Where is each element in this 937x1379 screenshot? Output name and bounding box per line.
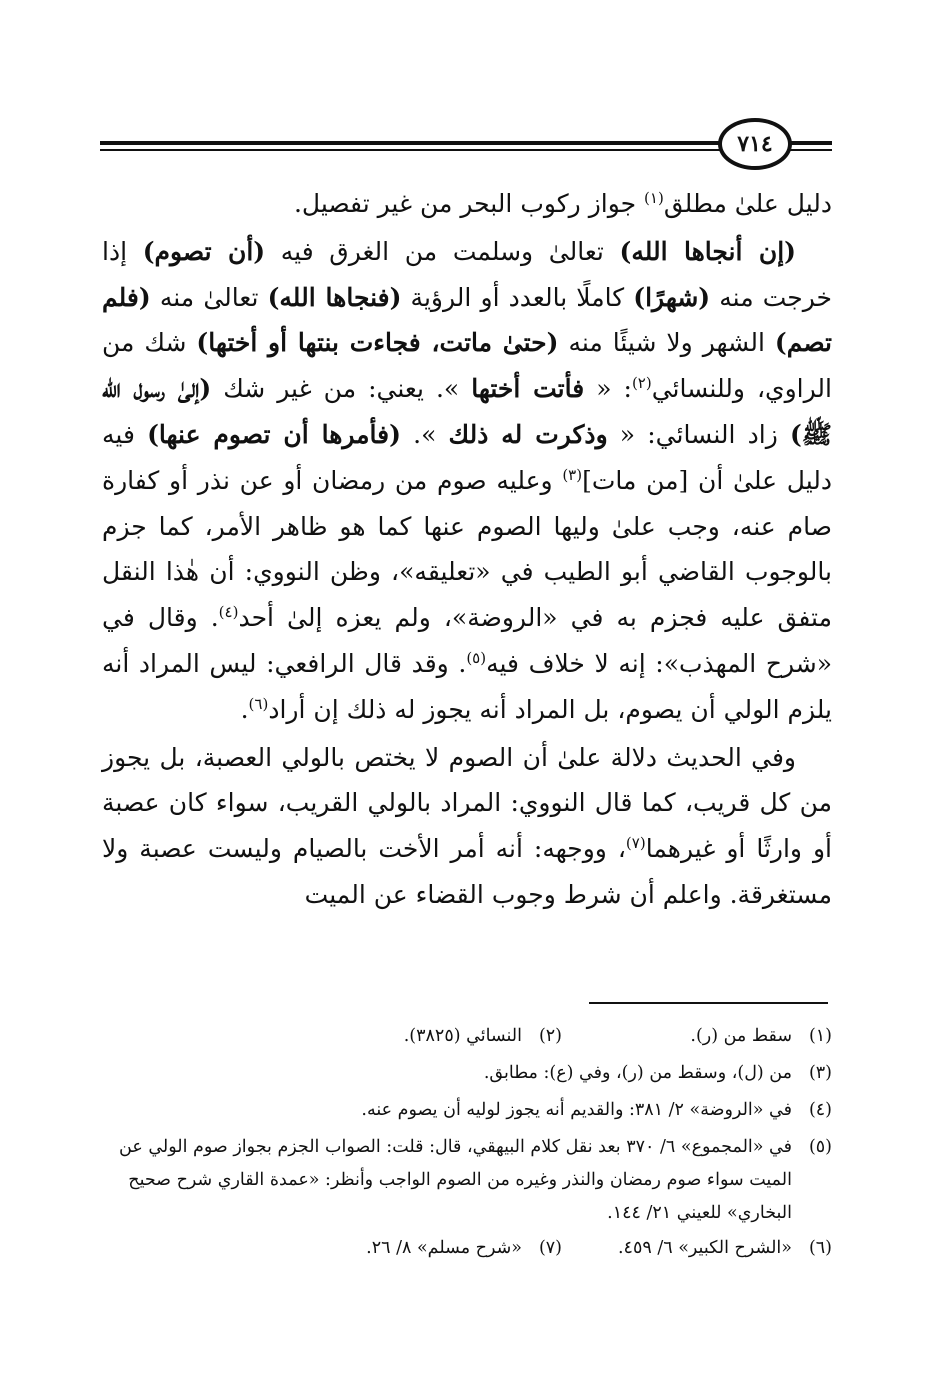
header-rule-right-thin <box>790 149 832 151</box>
hadith-text: (حتىٰ ماتت، فجاءت بنتها أو أختها) <box>196 328 559 358</box>
footnote <box>102 1018 832 1055</box>
main-text <box>102 181 832 918</box>
footnote <box>102 1055 832 1092</box>
hadith-text: (إلىٰ رسول الله ﷺ) <box>102 374 832 449</box>
commentary-text: . وقال في «شرح المهذب»: إنه لا خلاف فيه <box>102 603 832 678</box>
commentary-text: ». يعني: من غير شك <box>211 374 472 404</box>
footnote-ref: (٤) <box>218 603 239 622</box>
hadith-text: (فلم تصم) <box>102 282 832 358</box>
hadith-text: (شهرًا) <box>633 282 711 312</box>
hadith-text: فأتت أختها <box>471 374 585 404</box>
paragraph <box>102 229 832 733</box>
footnote-text: «الشرح الكبير» ٦/ ٤٥٩. <box>617 1238 792 1258</box>
paragraph <box>102 735 832 918</box>
footnote <box>102 1129 832 1230</box>
commentary-text: تعالىٰ منه <box>150 282 268 312</box>
commentary-text: كاملًا بالعدد أو الرؤية <box>401 282 634 312</box>
footnote-ref: (٦) <box>248 694 269 713</box>
footnote <box>102 1230 832 1267</box>
commentary-text: الشهر ولا شيئًا منه <box>558 328 775 358</box>
header-rule <box>100 141 722 145</box>
commentary-text: وفي الحديث دلالة علىٰ أن الصوم لا يختص بالولي العصبة، بل يجوز من كل قريب، كما قال النووي: المراد بالولي القريب، سواء كان عصبة أو وارثًا أو غيرهما <box>102 742 832 864</box>
footnotes <box>102 1018 832 1267</box>
commentary-text: ، ووجهه: أنه أمر الأخت بالصيام وليست عصبة ولا مستغرقة. واعلم أن شرط وجوب القضاء عن الميت <box>102 834 832 909</box>
footnote <box>102 1092 832 1129</box>
hadith-text: (أن تصوم) <box>142 236 266 266</box>
commentary-text: تعالىٰ وسلمت من الغرق فيه <box>265 236 620 266</box>
footnote-ref: (٣) <box>562 465 583 484</box>
footnote-number: (١) <box>808 1026 832 1046</box>
footnote-number: (٣) <box>808 1063 832 1083</box>
footnote-text: من (ل)، وسقط من (ر)، وفي (ع): مطابق. <box>483 1063 792 1083</box>
footnote-ref: (١) <box>644 189 664 207</box>
commentary-text: . <box>240 694 249 724</box>
commentary-text: فيه دليل علىٰ أن [من مات] <box>102 419 832 495</box>
commentary-text: دليل علىٰ مطلق <box>663 189 832 218</box>
header-rule-right <box>790 141 832 145</box>
footnote-number: (٦) <box>808 1238 832 1258</box>
footnote-text: في «المجموع» ٦/ ٣٧٠ بعد نقل كلام البيهقي، قال: قلت: الصواب الجزم بجواز صوم الولي عن الميت سواء صوم رمضان والنذر وغيره من الصوم الواجب وأنظر: «عمدة القاري شرح صحيح البخاري» للعيني ٢١/ ١٤٤. <box>119 1137 792 1223</box>
footnote-ref: (٢) <box>631 374 652 393</box>
commentary-text: وعليه صوم من رمضان أو عن نذر أو كفارة صام عنه، وجب علىٰ وليها الصوم عنها كما هو ظاهر الأمر، كما جزم بالوجوب القاضي أبو الطيب في «تعليقه»، وظن النووي: أن هٰذا النقل متفق عليه فجزم به في «الروضة»، ولم يعزه إلىٰ أحد <box>102 465 832 633</box>
commentary-text: زاد النسائي: « <box>607 419 790 449</box>
hadith-text: (إن أنجاها الله) <box>619 236 796 266</box>
commentary-text: : « <box>584 374 632 404</box>
page-number: ٧١٤ <box>718 118 792 170</box>
commentary-text: . وقد قال الرافعي: ليس المراد أنه يلزم الولي أن يصوم، بل المراد أنه يجوز له ذلك إن أراد <box>102 648 832 724</box>
commentary-text: ». <box>400 419 449 449</box>
commentary-text: شك من الراوي، وللنسائي <box>102 328 832 404</box>
page-header <box>100 118 832 174</box>
commentary-text: جواز ركوب البحر من غير تفصيل. <box>293 189 645 218</box>
paragraph <box>102 181 832 227</box>
footnote-divider <box>589 1002 828 1004</box>
header-rule-thin <box>100 149 722 151</box>
footnote-number: (٧) <box>538 1238 562 1258</box>
footnote-number: (٤) <box>808 1100 832 1120</box>
footnote-text: سقط من (ر). <box>690 1026 792 1046</box>
footnote-text: «شرح مسلم» ٨/ ٢٦. <box>366 1238 522 1258</box>
footnote-text: النسائي (٣٨٢٥). <box>403 1026 522 1046</box>
footnote-number: (٥) <box>808 1137 832 1157</box>
commentary-text: إذا خرجت منه <box>102 236 833 312</box>
footnote-number: (٢) <box>538 1026 562 1046</box>
footnote-text: في «الروضة» ٢/ ٣٨١: والقديم أنه يجوز لوليه أن يصوم عنه. <box>361 1100 792 1120</box>
hadith-text: (فأمرها أن تصوم عنها) <box>147 419 401 449</box>
footnote-ref: (٧) <box>625 834 646 853</box>
hadith-text: (فنجاها الله) <box>267 282 402 312</box>
hadith-text: وذكرت له ذلك <box>448 419 608 449</box>
footnote-ref: (٥) <box>466 648 487 667</box>
